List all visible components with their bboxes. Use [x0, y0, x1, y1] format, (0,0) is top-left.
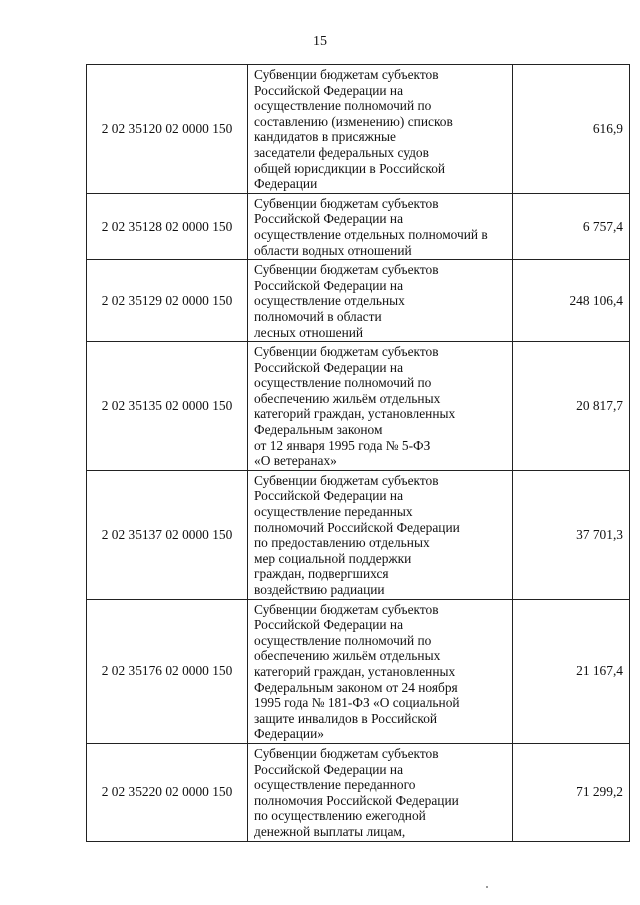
amount-value: 37 701,3	[513, 470, 630, 599]
table-row	[87, 470, 630, 599]
description-line: категорий граждан, установленных	[254, 663, 456, 679]
table-row	[87, 599, 630, 743]
budget-classification-code: 2 02 35176 02 0000 150	[87, 599, 248, 743]
revenue-description	[248, 599, 513, 743]
description-line: полномочий в области	[254, 308, 382, 324]
amount-value: 248 106,4	[513, 260, 630, 342]
description-line: осуществление переданного	[254, 777, 416, 793]
amount-value: 20 817,7	[513, 342, 630, 471]
description-line: осуществление полномочий по	[254, 375, 432, 391]
budget-classification-code: 2 02 35128 02 0000 150	[87, 193, 248, 259]
description-line: от 12 января 1995 года № 5-ФЗ	[254, 437, 431, 453]
description-line: Российской Федерации на	[254, 617, 404, 633]
budget-revenue-table	[86, 64, 630, 842]
revenue-description	[248, 342, 513, 471]
description-line: Российской Федерации на	[254, 488, 404, 504]
description-line: обеспечению жильём отдельных	[254, 390, 441, 406]
description-line: осуществление переданных	[254, 504, 413, 520]
table-row	[87, 743, 630, 841]
table-row	[87, 193, 630, 259]
budget-classification-code: 2 02 35135 02 0000 150	[87, 342, 248, 471]
description-line: осуществление отдельных полномочий в	[254, 226, 488, 242]
description-line: Субвенции бюджетам субъектов	[254, 601, 439, 617]
amount-value: 6 757,4	[513, 193, 630, 259]
amount-value: 71 299,2	[513, 743, 630, 841]
amount-value: 21 167,4	[513, 599, 630, 743]
description-line: кандидатов в присяжные	[254, 129, 397, 145]
description-line: полномочия Российской Федерации	[254, 792, 459, 808]
description-line: осуществление полномочий по	[254, 632, 432, 648]
description-line: защите инвалидов в Российской	[254, 710, 438, 726]
description-line: денежной выплаты лицам,	[254, 823, 406, 839]
description-line: обеспечению жильём отдельных	[254, 648, 441, 664]
description-line: воздействию радиации	[254, 582, 385, 597]
revenue-description	[248, 470, 513, 599]
description-line: Субвенции бюджетам субъектов	[254, 195, 439, 211]
table-row	[87, 342, 630, 471]
description-line: Российской Федерации на	[254, 359, 404, 375]
table-body	[87, 65, 630, 842]
description-line: осуществление полномочий по	[254, 98, 432, 114]
description-line: Российской Федерации на	[254, 211, 404, 227]
description-line: Федеральным законом	[254, 422, 383, 438]
table-row	[87, 65, 630, 194]
budget-classification-code: 2 02 35129 02 0000 150	[87, 260, 248, 342]
budget-classification-code: 2 02 35220 02 0000 150	[87, 743, 248, 841]
description-line: Субвенции бюджетам субъектов	[254, 67, 439, 82]
description-line: области водных отношений	[254, 242, 412, 258]
table-row	[87, 260, 630, 342]
description-line: граждан, подвергшихся	[254, 566, 389, 582]
description-line: Субвенции бюджетам субъектов	[254, 472, 439, 488]
description-line: по предоставлению отдельных	[254, 535, 430, 551]
description-line: Федерации	[254, 176, 318, 192]
description-line: Субвенции бюджетам субъектов	[254, 344, 439, 360]
revenue-description	[248, 193, 513, 259]
amount-value: 616,9	[513, 65, 630, 194]
scan-artifact-dot	[486, 886, 488, 888]
description-line: Субвенции бюджетам субъектов	[254, 745, 439, 761]
budget-classification-code: 2 02 35137 02 0000 150	[87, 470, 248, 599]
description-line: Российской Федерации на	[254, 277, 404, 293]
description-line: составлению (изменению) списков	[254, 113, 453, 129]
description-line: Российской Федерации на	[254, 761, 404, 777]
description-line: по осуществлению ежегодной	[254, 808, 426, 824]
description-line: 1995 года № 181-ФЗ «О социальной	[254, 695, 460, 711]
description-line: мер социальной поддержки	[254, 550, 412, 566]
description-line: заседатели федеральных судов	[254, 144, 429, 160]
description-line: Федерации»	[254, 726, 324, 742]
page-number: 15	[313, 34, 327, 49]
description-line: общей юрисдикции в Российской	[254, 160, 446, 176]
description-line: Федеральным законом от 24 ноября	[254, 679, 458, 695]
description-line: Российской Федерации на	[254, 82, 404, 98]
description-line: Субвенции бюджетам субъектов	[254, 262, 439, 278]
description-line: категорий граждан, установленных	[254, 406, 456, 422]
revenue-description	[248, 743, 513, 841]
description-line: лесных отношений	[254, 324, 364, 340]
revenue-description	[248, 260, 513, 342]
description-line: осуществление отдельных	[254, 293, 405, 309]
budget-classification-code: 2 02 35120 02 0000 150	[87, 65, 248, 194]
description-line: полномочий Российской Федерации	[254, 519, 460, 535]
revenue-description	[248, 65, 513, 194]
description-line: «О ветеранах»	[254, 453, 337, 469]
